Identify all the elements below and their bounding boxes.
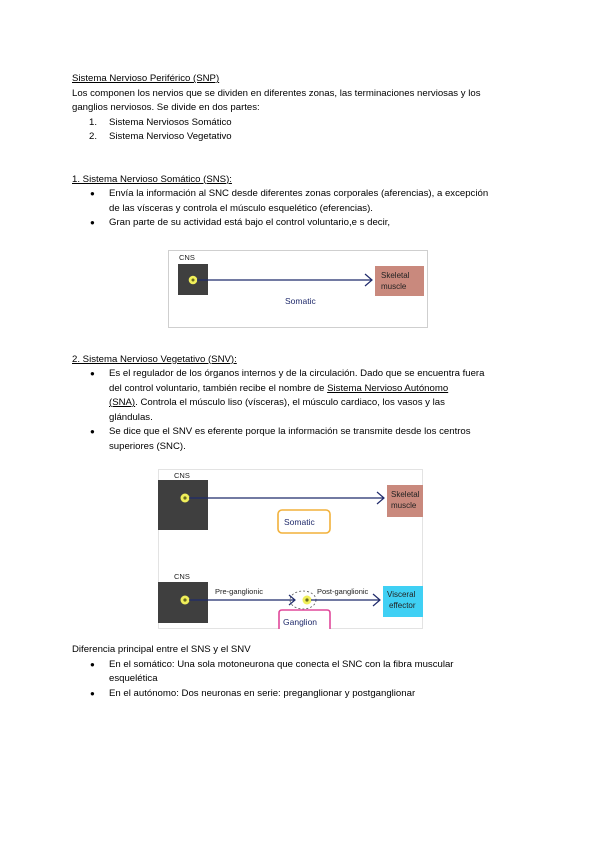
list-item [72, 116, 532, 131]
snp-intro-line-2: ganglios nerviosos. Se divide en dos partes: [72, 102, 260, 113]
snp-parts-list [72, 116, 532, 145]
somatic-diagram [168, 250, 428, 328]
bullet-icon: ● [90, 369, 95, 378]
difference-title: Diferencia principal entre el SNS y el SNV [72, 644, 251, 655]
skeletal-label: Skeletal [391, 490, 420, 499]
snp-title: Sistema Nervioso Periférico (SNP) [72, 73, 220, 84]
list-item [72, 367, 532, 425]
bullet-icon: ● [90, 427, 95, 436]
list-number: 2. [89, 131, 98, 142]
list-item-label: Sistema Nerviosos Somático [109, 116, 232, 128]
bullet-text: . Controla el músculo liso (vísceras), el músculo cardiaco, los vasos y las [135, 397, 445, 408]
bullet-line: Es el regulador de los órganos internos y de la circulación. Dado que se encuentra fuera [109, 368, 485, 379]
neuron-nucleus-icon [305, 598, 308, 601]
muscle-label: muscle [391, 501, 417, 510]
top-cns-box [158, 480, 208, 530]
skeletal-label: Skeletal [381, 270, 410, 280]
somatic-label: Somatic [285, 295, 316, 306]
bullet-line: superiores (SNC). [109, 440, 186, 452]
list-item [72, 187, 532, 216]
bullet-line [109, 396, 532, 411]
bullet-line: En el somático: Una sola motoneurona que conecta el SNC con la fibra muscular [109, 658, 454, 670]
neuron-nucleus-icon [183, 598, 186, 601]
neuron-nucleus-icon [192, 278, 195, 281]
bullet-line [109, 382, 532, 397]
bullet-text: del control voluntario, también recibe el nombre de [109, 382, 328, 394]
post-ganglionic-label: Post-ganglionic [317, 587, 369, 596]
somatic-autonomic-diagram [158, 469, 423, 629]
list-item [72, 130, 532, 145]
cns-label: CNS [179, 252, 195, 262]
list-item [72, 216, 532, 231]
bullet-line: En el autónomo: Dos neuronas en serie: preganglionar y postganglionar [109, 687, 416, 699]
document [72, 72, 532, 701]
snv-title: 2. Sistema Nervioso Vegetativo (SNV): [72, 353, 237, 365]
snv-bullets [72, 367, 532, 454]
bullet-line: de las vísceras y controla el músculo esquelético (eferencias). [109, 202, 373, 214]
bullet-icon: ● [90, 218, 95, 227]
sns-bullets [72, 187, 532, 231]
pre-ganglionic-label: Pre-ganglionic [215, 587, 263, 596]
sns-title: 1. Sistema Nervioso Somático (SNS): [72, 173, 232, 185]
list-item [72, 425, 532, 454]
top-cns-label: CNS [174, 471, 190, 480]
ganglion-label: Ganglion [283, 617, 318, 627]
bullet-icon: ● [90, 189, 95, 198]
list-item-label: Sistema Nervioso Vegetativo [109, 131, 232, 142]
snp-intro-line-1: Los componen los nervios que se dividen en diferentes zonas, las terminaciones nerviosas y los [72, 87, 481, 99]
bullet-line: Gran parte de su actividad está bajo el control voluntario,e s decir, [109, 217, 391, 228]
somatic-figure [168, 250, 428, 328]
neuron-nucleus-icon [183, 496, 186, 499]
bullet-line: Envía la información al SNC desde diferentes zonas corporales (aferencias), a excepción [109, 188, 489, 199]
bullet-line: Se dice que el SNV es eferente porque la información se transmite desde los centros [109, 426, 471, 437]
visceral-label: Visceral [387, 590, 416, 599]
bullet-line: glándulas. [109, 411, 153, 423]
bullet-line: esquelética [109, 673, 158, 684]
list-number: 1. [89, 116, 98, 128]
bullet-icon: ● [90, 688, 95, 698]
sna-link[interactable]: Sistema Nervioso Autónomo [327, 382, 449, 394]
list-item [72, 658, 532, 687]
sna-link-abbr[interactable]: (SNA) [109, 397, 136, 408]
difference-bullets [72, 658, 532, 702]
bullet-icon: ● [90, 659, 95, 669]
somatic-autonomic-figure [158, 469, 423, 629]
bottom-cns-label: CNS [174, 572, 190, 581]
muscle-label: muscle [381, 281, 407, 291]
list-item [72, 687, 532, 702]
somatic-label: Somatic [284, 517, 315, 527]
effector-label: effector [389, 601, 416, 610]
